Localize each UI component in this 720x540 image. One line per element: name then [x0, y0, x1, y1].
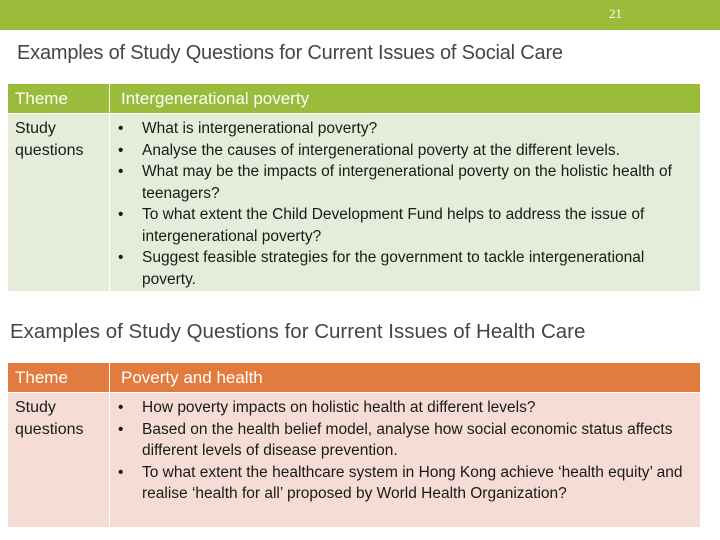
health-care-topic-cell [110, 363, 701, 393]
bullet-icon: • [118, 249, 124, 266]
health-care-question-list [110, 393, 700, 505]
bullet-icon: • [118, 120, 124, 137]
health-care-title: Examples of Study Questions for Current Issues of Health Care [10, 320, 586, 343]
theme-label: Theme [15, 367, 68, 387]
top-bar [0, 0, 720, 30]
social-care-questions-cell [110, 114, 701, 292]
question-text: Analyse the causes of intergenerational poverty at the different levels. [142, 141, 620, 159]
question-text: What is intergenerational poverty? [142, 120, 378, 137]
study-questions-label: Study questions [15, 399, 84, 438]
theme-label: Theme [15, 88, 68, 108]
theme-topic: Intergenerational poverty [121, 88, 310, 108]
social-care-topic-cell [110, 84, 701, 114]
list-item [110, 118, 696, 140]
social-care-row-label-cell [8, 114, 110, 292]
social-care-title: Examples of Study Questions for Current Issues of Social Care [17, 42, 563, 64]
social-care-question-list [110, 114, 700, 290]
health-care-questions-row [8, 393, 701, 528]
question-text: To what extent the healthcare system in Hong Kong achieve ‘health equity’ and realise ‘health for all’ proposed by World Health Organization? [142, 463, 683, 502]
list-item [110, 419, 696, 462]
question-text: Suggest feasible strategies for the government to tackle intergenerational poverty. [142, 249, 645, 288]
health-care-row-label-cell [8, 393, 110, 528]
question-text: What may be the impacts of intergenerational poverty on the holistic health of teenagers? [142, 163, 672, 202]
page-number: 21 [609, 6, 622, 21]
list-item [110, 204, 696, 247]
list-item [110, 247, 696, 290]
theme-topic: Poverty and health [121, 367, 263, 387]
question-text: To what extent the Child Development Fund helps to address the issue of intergenerational poverty? [142, 206, 645, 245]
bullet-icon: • [118, 206, 124, 223]
social-care-table [7, 83, 701, 292]
bullet-icon: • [118, 163, 124, 180]
study-questions-label: Study questions [15, 120, 84, 159]
bullet-icon: • [118, 399, 124, 416]
social-care-questions-row [8, 114, 701, 292]
list-item [110, 397, 696, 419]
question-text: How poverty impacts on holistic health at different levels? [142, 399, 536, 416]
health-care-table [7, 362, 701, 528]
health-care-theme-label-cell [8, 363, 110, 393]
bullet-icon: • [118, 141, 124, 159]
health-care-header-row [8, 363, 701, 393]
bullet-icon: • [118, 420, 124, 438]
list-item [110, 161, 696, 204]
social-care-theme-label-cell [8, 84, 110, 114]
social-care-header-row [8, 84, 701, 114]
question-text: Based on the health belief model, analyse how social economic status affects different levels of disease prevention. [142, 420, 673, 459]
list-item [110, 462, 696, 505]
health-care-questions-cell [110, 393, 701, 528]
list-item [110, 140, 696, 162]
bullet-icon: • [118, 463, 124, 481]
